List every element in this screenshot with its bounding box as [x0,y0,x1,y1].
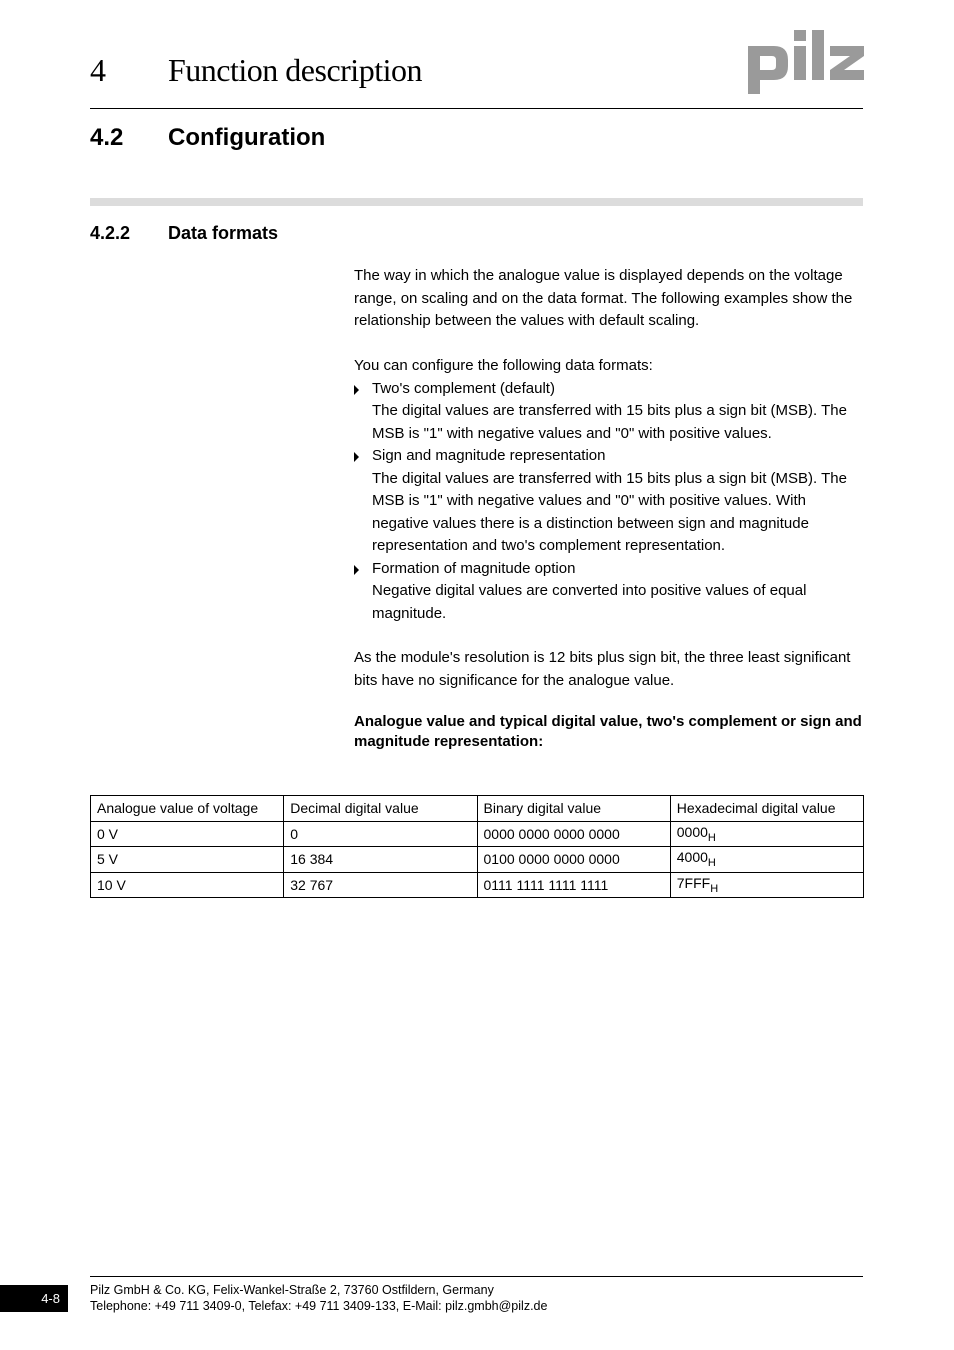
section-title: Configuration [168,124,326,151]
table-row [91,821,864,847]
chapter-title: Function description [168,52,422,88]
header-rule [90,108,863,109]
voltage-cell: 0 V [91,821,284,847]
footer-contact: Telephone: +49 711 3409-0, Telefax: +49 711 3409-133, E-Mail: pilz.gmbh@pilz.de [90,1299,548,1313]
subsection-number: 4.2.2 [90,223,131,243]
section-number: 4.2 [90,124,124,151]
format-description: The digital values are transferred with 15 bits plus a sign bit (MSB). The MSB is "1" with negative values and "0" with positive values. [372,402,847,442]
decimal-cell: 0 [284,821,477,847]
triangle-bullet-icon [354,565,359,575]
pilz-logo [746,28,866,96]
subsection-title: Data formats [168,223,279,243]
binary-cell: 0100 0000 0000 0000 [477,847,670,873]
format-title: Two's complement (default) [372,379,555,397]
resolution-note: As the module's resolution is 12 bits plus sign bit, the three least significant bits have no significance for the analogue value. [354,649,851,689]
chapter-number: 4 [90,52,106,88]
table-caption: Analogue value and typical digital value, two's complement or sign and magnitude representation: [354,713,862,750]
hex-cell [670,821,863,847]
hex-value: 7FFF [676,874,711,891]
column-header: Binary digital value [477,796,670,822]
hex-suffix: H [707,857,716,870]
table-row [91,872,864,898]
format-description: Negative digital values are converted into positive values of equal magnitude. [372,582,807,622]
list-item [354,445,864,558]
formats-lead: You can configure the following data formats: [354,357,653,374]
format-description: The digital values are transferred with 15 bits plus a sign bit (MSB). The MSB is "1" with negative values and "0" with positive values. With negative values there is a distinction between sign and magnitude representation and two's complement representation. [372,469,847,554]
format-title: Formation of magnitude option [372,559,576,577]
hex-cell [670,872,863,898]
hex-cell [670,847,863,873]
list-item [354,378,864,446]
footer-address: Pilz GmbH & Co. KG, Felix-Wankel-Straße 2, 73760 Ostfildern, Germany [90,1283,494,1297]
table-header-row [91,796,864,822]
binary-cell: 0000 0000 0000 0000 [477,821,670,847]
voltage-cell: 5 V [91,847,284,873]
triangle-bullet-icon [354,452,359,462]
column-header: Hexadecimal digital value [670,796,863,822]
list-item [354,558,864,626]
formats-block [354,355,864,625]
column-header: Decimal digital value [284,796,477,822]
section-divider [90,198,863,206]
binary-cell: 0111 1111 1111 1111 [477,872,670,898]
formats-list [354,378,864,626]
format-title: Sign and magnitude representation [372,447,606,464]
decimal-cell: 32 767 [284,872,477,898]
hex-value: 0000 [676,823,708,840]
footer-rule [90,1276,863,1277]
table-row [91,847,864,873]
voltage-cell: 10 V [91,872,284,898]
decimal-cell: 16 384 [284,847,477,873]
data-format-table [90,795,864,898]
hex-suffix: H [707,831,716,844]
column-header: Analogue value of voltage [91,796,284,822]
page-number: 4-8 [0,1285,68,1312]
intro-paragraph: The way in which the analogue value is displayed depends on the voltage range, on scaling and on the data format. The following examples show the relationship between the values with default scaling. [354,267,853,329]
hex-value: 4000 [676,849,708,866]
triangle-bullet-icon [354,385,359,395]
hex-suffix: H [710,882,719,895]
